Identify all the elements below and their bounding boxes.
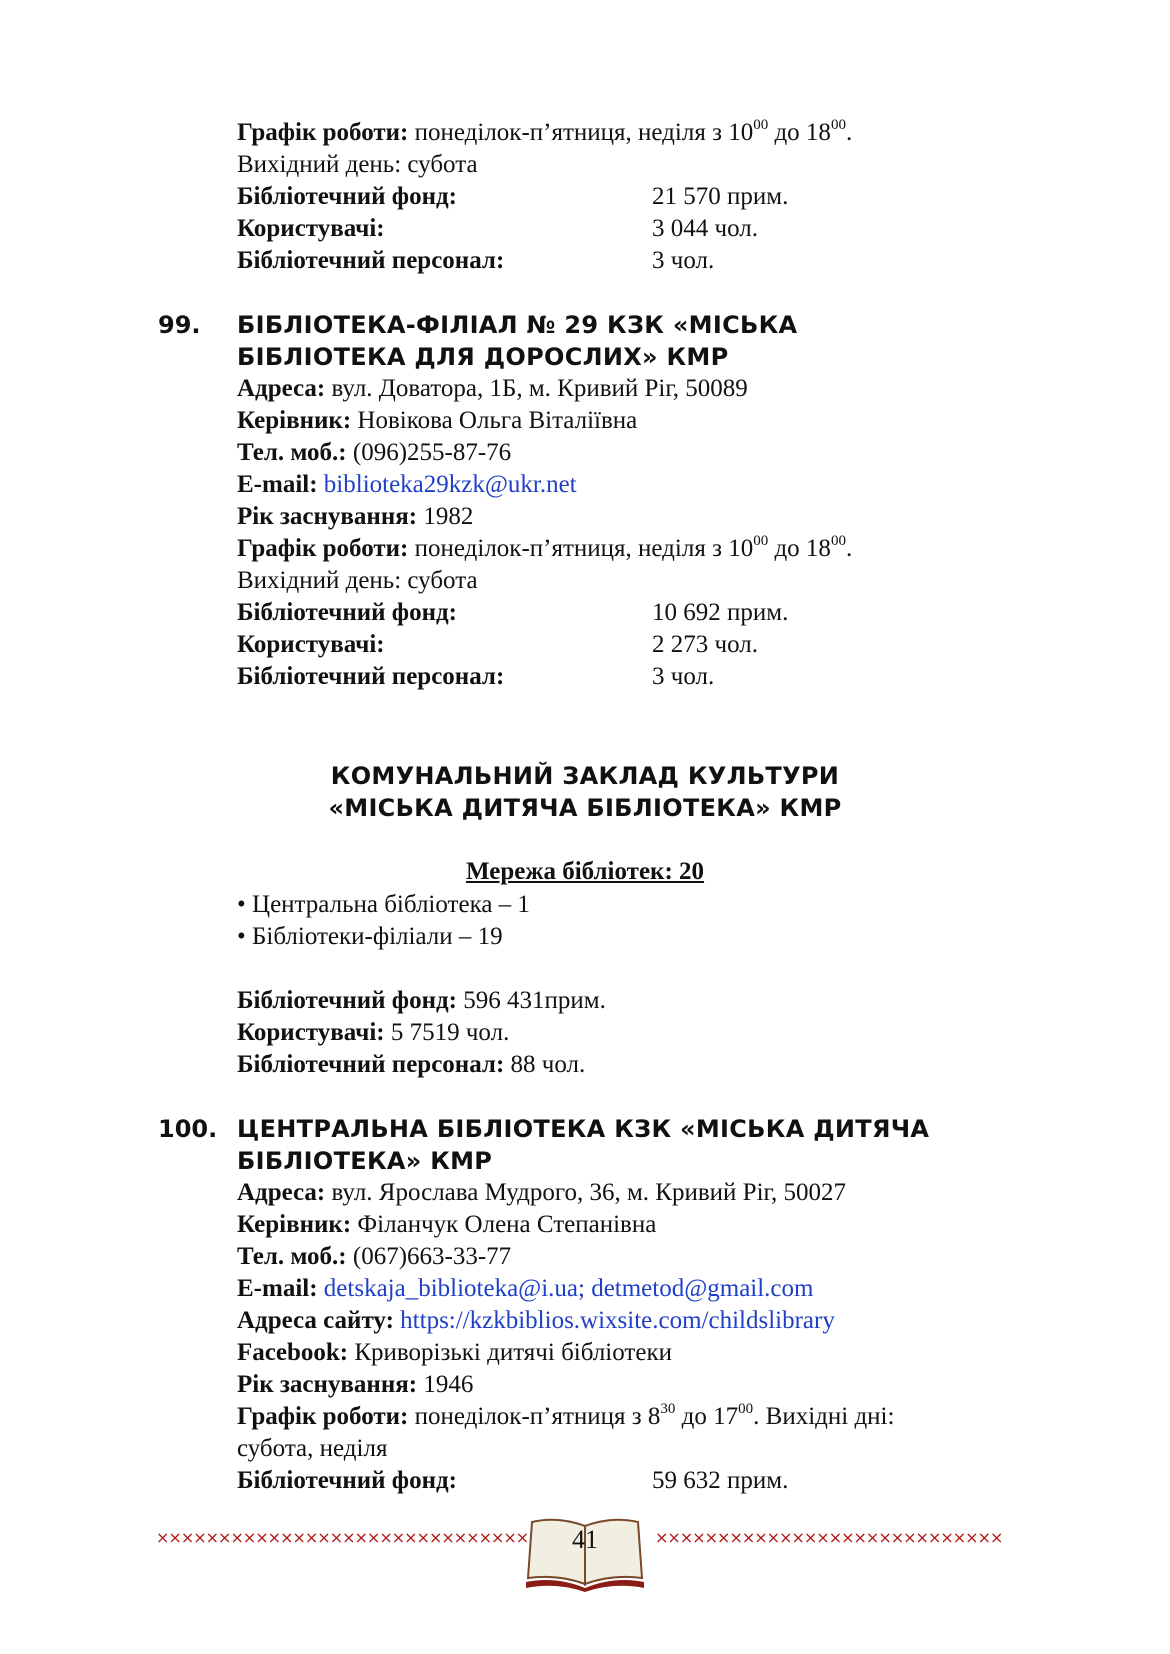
entry-title: ЦЕНТРАЛЬНА БІБЛІОТЕКА КЗК «МІСЬКА ДИТЯЧА	[237, 1115, 930, 1143]
section-users: Користувачі: 5 7519 чол.	[237, 1019, 510, 1046]
entry-title-line2: БІБЛІОТЕКА» КМР	[237, 1147, 493, 1175]
email-line: E-mail: biblioteka29kzk@ukr.net	[237, 471, 577, 498]
users-value: 3 044 чол.	[652, 215, 758, 242]
schedule-line: Графік роботи: понеділок-п’ятниця, неділя з $10^{00}$ до $18^{00}$.	[237, 533, 853, 562]
head-line: Керівник: Новікова Ольга Віталіївна	[237, 407, 638, 434]
entry-title: БІБЛІОТЕКА-ФІЛІАЛ № 29 КЗК «МІСЬКА	[237, 311, 798, 339]
email-link[interactable]: detskaja_biblioteka@i.ua; detmetod@gmail.com	[323, 1275, 814, 1302]
section-title: КОМУНАЛЬНИЙ ЗАКЛАД КУЛЬТУРИ	[330, 762, 840, 790]
staff-label: Бібліотечний персонал:	[237, 247, 505, 274]
fund-label: Бібліотечний фонд:	[237, 183, 457, 210]
users-label: Користувачі:	[237, 215, 385, 242]
fund-value: 10 692 прим.	[652, 599, 789, 626]
network-heading: Мережа бібліотек: 20	[465, 858, 705, 885]
ornament-right: ××××××××××××××××××××××××××××	[655, 1528, 1003, 1547]
users-label: Користувачі:	[237, 631, 385, 658]
phone-line: Тел. моб.: (067)663-33-77	[237, 1243, 512, 1270]
email-link[interactable]: biblioteka29kzk@ukr.net	[323, 471, 577, 498]
facebook-line: Facebook: Криворізькі дитячі бібліотеки	[237, 1339, 672, 1366]
staff-value: 3 чол.	[652, 247, 715, 274]
ornament-left: ××××××××××××××××××××××××××××××	[156, 1528, 529, 1547]
dayoff-line: Вихідний день: субота	[237, 151, 478, 178]
address-line: Адреса: вул. Ярослава Мудрого, 36, м. Кривий Ріг, 50027	[237, 1179, 846, 1206]
fund-value: 59 632 прим.	[652, 1467, 789, 1494]
schedule-line: Графік роботи: понеділок-п’ятниця з $8^{30}$ до $17^{00}$. Вихідні дні:	[237, 1401, 895, 1430]
fund-label: Бібліотечний фонд:	[237, 599, 457, 626]
list-item: • Бібліотеки-філіали – 19	[237, 923, 503, 950]
founded-line: Рік заснування: 1946	[237, 1371, 474, 1398]
page-number: 41	[572, 1525, 598, 1554]
site-line: Адреса сайту: https://kzkbiblios.wixsite.com/childslibrary	[237, 1307, 835, 1334]
entry-number: 100.	[158, 1115, 218, 1143]
fund-value: 21 570 прим.	[652, 183, 789, 210]
section-staff: Бібліотечний персонал: 88 чол.	[237, 1051, 586, 1078]
fund-label: Бібліотечний фонд:	[237, 1467, 457, 1494]
phone-line: Тел. моб.: (096)255-87-76	[237, 439, 512, 466]
head-line: Керівник: Філанчук Олена Степанівна	[237, 1211, 657, 1238]
schedule-line: Графік роботи: понеділок-п’ятниця, неділя з $10^{00}$ до $18^{00}$.	[237, 117, 853, 146]
dayoff-line: Вихідний день: субота	[237, 567, 478, 594]
entry-number: 99.	[158, 311, 201, 339]
entry-title-line2: БІБЛІОТЕКА ДЛЯ ДОРОСЛИХ» КМР	[237, 343, 729, 371]
website-link[interactable]: https://kzkbiblios.wixsite.com/childslibrary	[400, 1307, 835, 1334]
staff-label: Бібліотечний персонал:	[237, 663, 505, 690]
staff-value: 3 чол.	[652, 663, 715, 690]
list-item: • Центральна бібліотека – 1	[237, 891, 530, 918]
address-line: Адреса: вул. Доватора, 1Б, м. Кривий Ріг, 50089	[237, 375, 748, 402]
users-value: 2 273 чол.	[652, 631, 758, 658]
section-title-line2: «МІСЬКА ДИТЯЧА БІБЛІОТЕКА» КМР	[328, 794, 842, 822]
bullet-icon: •	[237, 923, 253, 950]
section-fund: Бібліотечний фонд: 596 431прим.	[237, 987, 606, 1014]
email-line: E-mail: detskaja_biblioteka@i.ua; detmetod@gmail.com	[237, 1275, 814, 1302]
founded-line: Рік заснування: 1982	[237, 503, 474, 530]
bullet-icon: •	[237, 891, 253, 918]
schedule-line2: субота, неділя	[237, 1435, 388, 1462]
